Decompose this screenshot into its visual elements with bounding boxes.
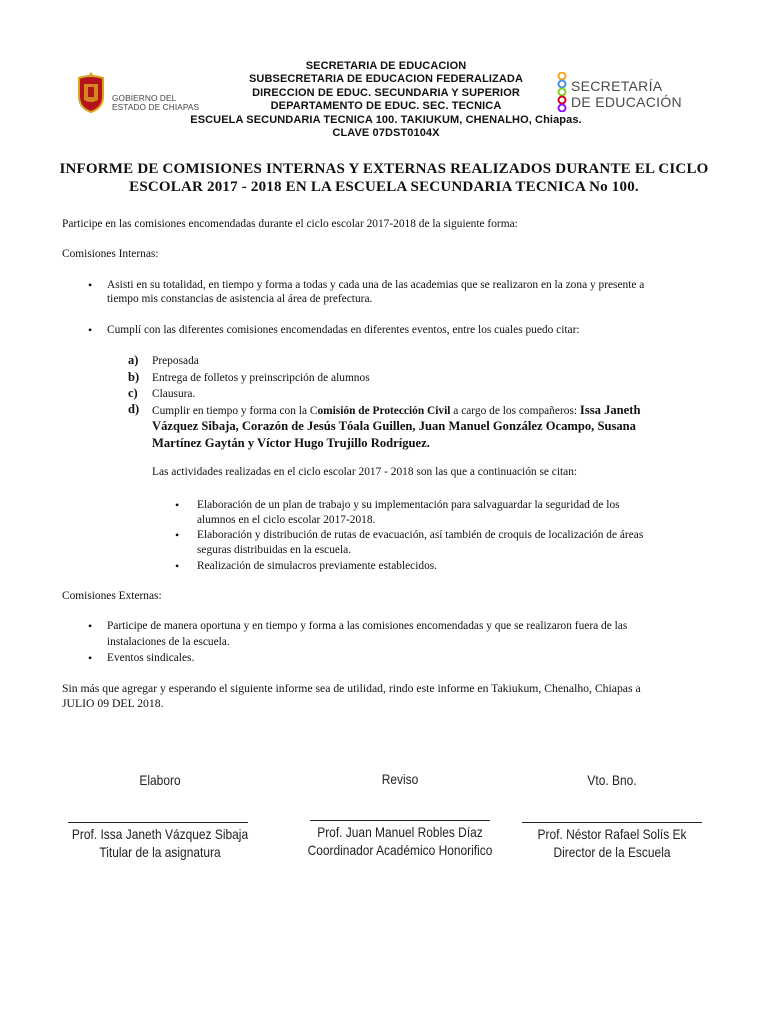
sub-item-a: Preposada <box>152 355 199 367</box>
header-line-5: ESCUELA SECUNDARIA TECNICA 100. TAKIUKUM, CHENALHO, Chiapas. <box>190 113 582 126</box>
activity-2-line-2: seguras distribuidas en la escuela. <box>197 544 352 556</box>
chiapas-shield-icon <box>74 70 108 114</box>
activities-intro: Las actividades realizadas en el ciclo escolar 2017 - 2018 son las que a continuación se citan: <box>152 466 578 478</box>
intro-paragraph: Participe en las comisiones encomendadas durante el ciclo escolar 2017-2018 de la siguiente forma: <box>62 218 518 230</box>
activity-2-line-1: Elaboración y distribución de rutas de evacuación, así también de croquis de localización de áreas <box>197 529 644 541</box>
header-line-6: CLAVE 07DST0104X <box>332 127 440 140</box>
signature-name: Prof. Néstor Rafael Solís Ek <box>537 827 687 842</box>
header-line-1: SECRETARIA DE EDUCACION <box>305 60 467 72</box>
secretaria-line2: DE EDUCACIÓN <box>571 94 682 110</box>
internas-item-1-line-1: Asisti en su totalidad, en tiempo y forma a todas y cada una de las academias que se realizaron en la zona y presente a <box>107 279 645 291</box>
sub-item-b: Entrega de folletos y preinscripción de alumnos <box>152 372 370 384</box>
sub-d-text-post: a cargo de los compañeros: <box>450 405 580 417</box>
secretaria-line1: SECRETARÍA <box>571 78 663 94</box>
signature-line <box>310 820 490 821</box>
secretaria-educacion-logo <box>555 72 715 112</box>
externas-item-2: Eventos sindicales. <box>107 652 195 664</box>
sub-d-text-pre: Cumplir en tiempo y forma con la C <box>152 405 318 417</box>
title-line-1: INFORME DE COMISIONES INTERNAS Y EXTERNAS REALIZADOS DURANTE EL CICLO <box>59 161 709 177</box>
list-letter-a: a) <box>128 353 139 367</box>
activity-1-line-2: alumnos en el ciclo escolar 2017-2018. <box>197 514 376 526</box>
header-line-4: DEPARTAMENTO DE EDUC. SEC. TECNICA <box>270 100 502 113</box>
sub-item-d-line-1 <box>152 403 640 420</box>
signature-role: Elaboro <box>139 773 181 788</box>
closing-line-1: Sin más que agregar y esperando el siguiente informe sea de utilidad, rindo este informe en Takiukum, Chenalho, Chiapas a <box>62 682 641 695</box>
externas-item-1-line-1: Participe de manera oportuna y en tiempo y forma a las comisiones encomendadas y que se realizaron fuera de las <box>107 620 628 632</box>
signature-title: Titular de la asignatura <box>99 845 221 860</box>
signature-name: Prof. Issa Janeth Vázquez Sibaja <box>71 827 249 842</box>
document-title <box>40 161 728 196</box>
externas-item-1-line-2: instalaciones de la escuela. <box>107 636 230 648</box>
signature-line <box>522 822 702 823</box>
secretaria-logo-text <box>571 78 682 110</box>
letterhead-text <box>180 60 592 140</box>
signature-title: Coordinador Académico Honorifico <box>307 843 493 858</box>
bullet-icon: • <box>88 651 93 665</box>
activity-1-line-1: Elaboración de un plan de trabajo y su implementación para salvaguardar la seguridad de los <box>197 499 620 511</box>
signature-title: Director de la Escuela <box>553 845 671 860</box>
bullet-icon: • <box>175 498 180 512</box>
list-letter-b: b) <box>128 370 140 384</box>
header-line-2: SUBSECRETARIA DE EDUCACION FEDERALIZADA <box>248 73 524 86</box>
internas-item-1-line-2: tiempo mis constancias de asistencia al área de prefectura. <box>107 293 373 305</box>
bullet-icon: • <box>175 528 180 542</box>
signature-line <box>68 822 248 823</box>
signature-role: Vto. Bno. <box>587 773 637 788</box>
bullet-icon: • <box>175 559 180 573</box>
gobierno-line1: GOBIERNO DEL <box>112 93 177 103</box>
sub-d-name-1: Issa Janeth <box>579 403 641 417</box>
sub-item-d-line-3: Martínez Gaytán y Víctor Hugo Trujillo Rodríguez. <box>152 436 430 450</box>
closing-line-2: JULIO 09 DEL 2018. <box>62 697 164 710</box>
sub-item-d-line-2: Vázquez Sibaja, Corazón de Jesús Tóala Guillen, Juan Manuel González Ocampo, Susana <box>152 419 636 433</box>
list-letter-c: c) <box>128 386 138 400</box>
sub-item-c: Clausura. <box>152 388 196 400</box>
header-line-3: DIRECCION DE EDUC. SECUNDARIA Y SUPERIOR <box>252 86 520 99</box>
bullet-icon: • <box>88 278 93 292</box>
bullet-icon: • <box>88 619 93 633</box>
bullet-icon: • <box>88 323 93 337</box>
internas-heading: Comisiones Internas: <box>62 248 159 260</box>
activity-3: Realización de simulacros previamente establecidos. <box>197 560 438 572</box>
gobierno-line2: ESTADO DE CHIAPAS <box>112 102 200 112</box>
sub-d-text-bold: omisión de Protección Civil <box>317 405 451 417</box>
signature-name: Prof. Juan Manuel Robles Díaz <box>317 825 483 840</box>
externas-heading: Comisiones Externas: <box>62 590 162 602</box>
internas-item-2: Cumplí con las diferentes comisiones encomendadas en diferentes eventos, entre los cuales puedo citar: <box>107 324 580 336</box>
title-line-2: ESCOLAR 2017 - 2018 EN LA ESCUELA SECUNDARIA TECNICA No 100. <box>129 178 639 195</box>
list-letter-d: d) <box>128 402 140 416</box>
colored-dots-icon <box>555 72 569 112</box>
signature-role: Reviso <box>381 772 419 787</box>
